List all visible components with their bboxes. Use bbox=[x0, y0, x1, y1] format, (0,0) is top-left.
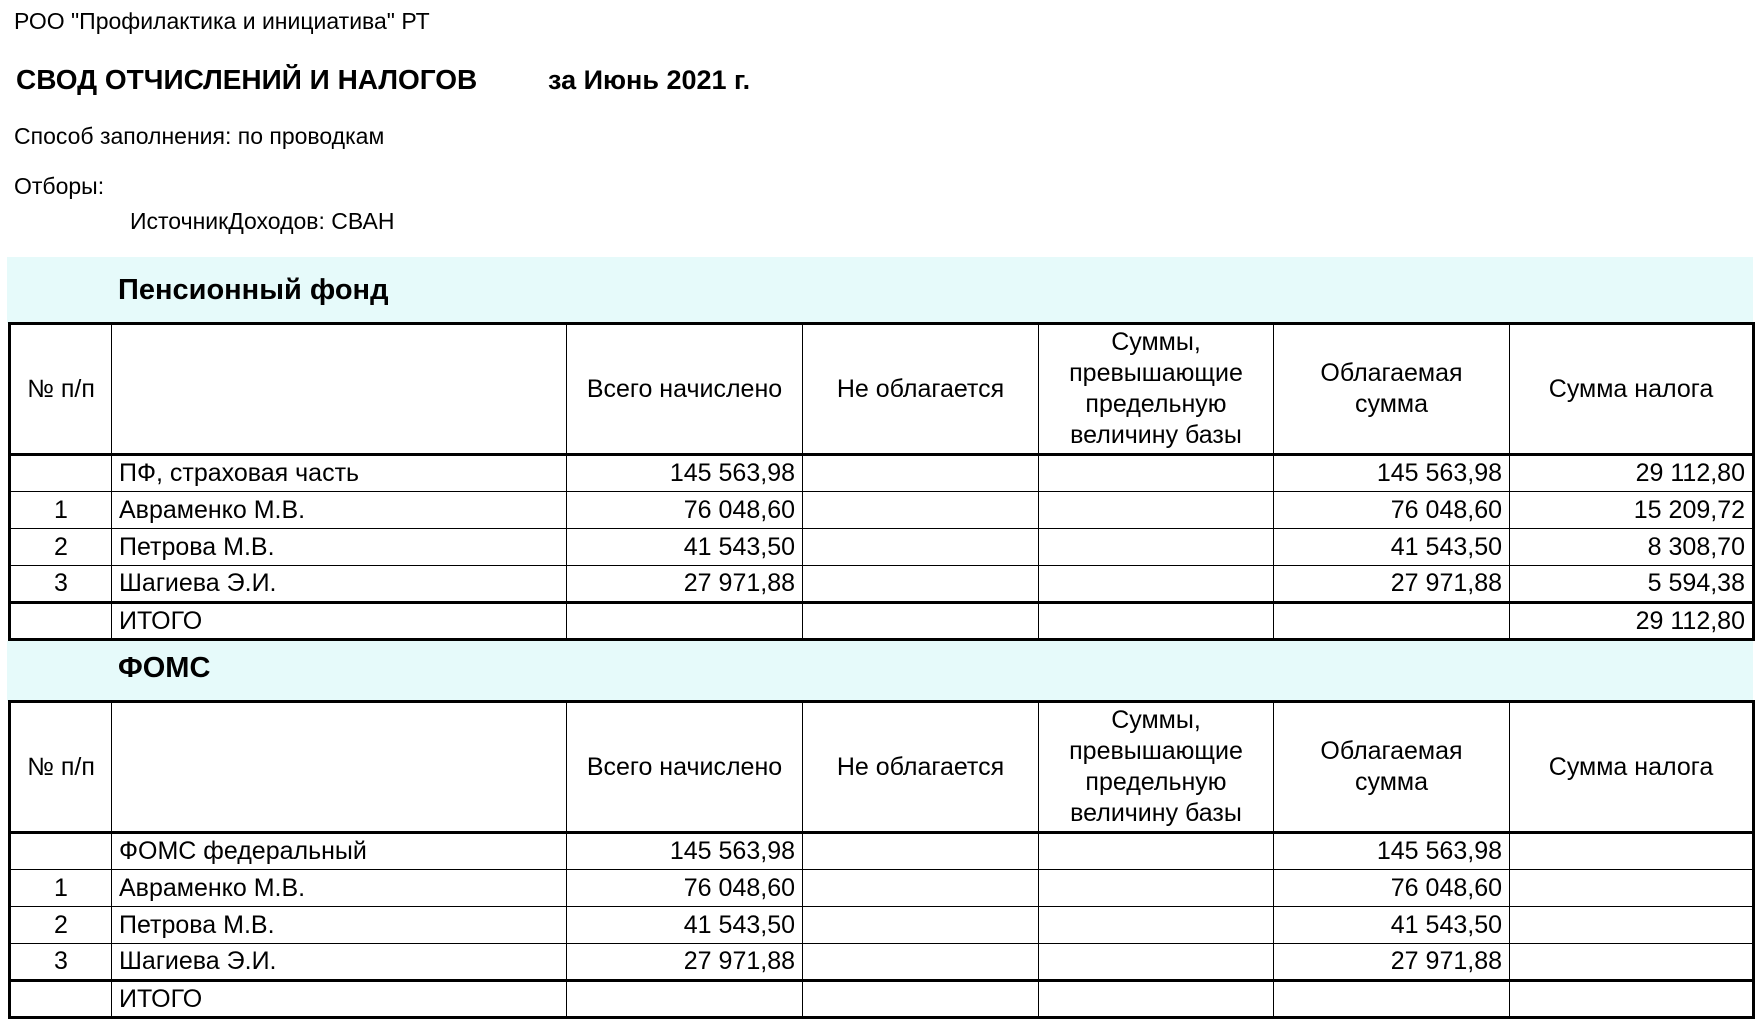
cell-total: 145 563,98 bbox=[567, 455, 803, 492]
col-header-total: Всего начислено bbox=[567, 702, 803, 833]
cell-tax bbox=[1510, 907, 1754, 944]
group-row bbox=[10, 455, 1754, 492]
cell-taxable: 41 543,50 bbox=[1274, 907, 1510, 944]
total-label: ИТОГО bbox=[112, 603, 567, 640]
cell-tax-total bbox=[1510, 981, 1754, 1018]
group-name: ФОМС федеральный bbox=[112, 833, 567, 870]
cell-tax: 15 209,72 bbox=[1510, 492, 1754, 529]
col-header-tax: Сумма налога bbox=[1510, 702, 1754, 833]
cell-employee-name: Шагиева Э.И. bbox=[112, 944, 567, 981]
cell-exempt bbox=[803, 944, 1039, 981]
filters-label: Отборы: bbox=[14, 173, 105, 199]
col-header-number: № п/п bbox=[10, 324, 112, 455]
group-row bbox=[10, 833, 1754, 870]
report-title-main: СВОД ОТЧИСЛЕНИЙ И НАЛОГОВ bbox=[16, 64, 478, 95]
cell-taxable: 27 971,88 bbox=[1274, 944, 1510, 981]
cell-index: 1 bbox=[10, 870, 112, 907]
cell-exempt bbox=[803, 492, 1039, 529]
cell-total bbox=[567, 981, 803, 1018]
table-row bbox=[10, 492, 1754, 529]
cell-tax bbox=[1510, 833, 1754, 870]
cell-over-limit bbox=[1039, 833, 1274, 870]
cell-over-limit bbox=[1039, 870, 1274, 907]
organization-name: РОО "Профилактика и инициатива" РТ bbox=[14, 8, 430, 34]
cell-total: 76 048,60 bbox=[567, 492, 803, 529]
cell-over-limit bbox=[1039, 529, 1274, 566]
cell-over-limit bbox=[1039, 944, 1274, 981]
section-band-foms bbox=[7, 641, 1753, 701]
cell-taxable bbox=[1274, 981, 1510, 1018]
table-row bbox=[10, 529, 1754, 566]
table-row bbox=[10, 944, 1754, 981]
cell-exempt bbox=[803, 907, 1039, 944]
table-header-row bbox=[10, 702, 1754, 833]
cell-tax bbox=[1510, 944, 1754, 981]
cell-over-limit bbox=[1039, 566, 1274, 603]
cell-employee-name: Петрова М.В. bbox=[112, 907, 567, 944]
cell-index bbox=[10, 981, 112, 1018]
cell-taxable: 41 543,50 bbox=[1274, 529, 1510, 566]
col-header-taxable: Облагаемая сумма bbox=[1274, 324, 1510, 455]
cell-index bbox=[10, 455, 112, 492]
cell-tax: 8 308,70 bbox=[1510, 529, 1754, 566]
cell-over-limit bbox=[1039, 455, 1274, 492]
cell-taxable: 76 048,60 bbox=[1274, 492, 1510, 529]
table-header-row bbox=[10, 324, 1754, 455]
total-row bbox=[10, 603, 1754, 640]
filter-income-source: ИсточникДоходов: СВАН bbox=[130, 208, 395, 234]
cell-tax: 29 112,80 bbox=[1510, 455, 1754, 492]
report-period: за Июнь 2021 г. bbox=[548, 65, 751, 95]
table-row bbox=[10, 566, 1754, 603]
cell-exempt bbox=[803, 529, 1039, 566]
group-name: ПФ, страховая часть bbox=[112, 455, 567, 492]
cell-exempt bbox=[803, 566, 1039, 603]
cell-employee-name: Авраменко М.В. bbox=[112, 870, 567, 907]
col-header-over-limit: Суммы, превышающие предельную величину базы bbox=[1039, 324, 1274, 455]
cell-taxable: 76 048,60 bbox=[1274, 870, 1510, 907]
table-row bbox=[10, 870, 1754, 907]
cell-exempt bbox=[803, 455, 1039, 492]
section-title-foms: ФОМС bbox=[118, 652, 211, 684]
col-header-over-limit: Суммы, превышающие предельную величину базы bbox=[1039, 702, 1274, 833]
cell-employee-name: Шагиева Э.И. bbox=[112, 566, 567, 603]
cell-total: 76 048,60 bbox=[567, 870, 803, 907]
report-title bbox=[16, 64, 750, 96]
cell-taxable: 27 971,88 bbox=[1274, 566, 1510, 603]
total-row bbox=[10, 981, 1754, 1018]
total-label: ИТОГО bbox=[112, 981, 567, 1018]
col-header-number: № п/п bbox=[10, 702, 112, 833]
cell-over-limit bbox=[1039, 981, 1274, 1018]
cell-index: 3 bbox=[10, 566, 112, 603]
cell-tax bbox=[1510, 870, 1754, 907]
col-header-taxable: Облагаемая сумма bbox=[1274, 702, 1510, 833]
cell-exempt bbox=[803, 870, 1039, 907]
cell-employee-name: Петрова М.В. bbox=[112, 529, 567, 566]
cell-index: 1 bbox=[10, 492, 112, 529]
cell-taxable bbox=[1274, 603, 1510, 640]
fill-method: Способ заполнения: по проводкам bbox=[14, 123, 385, 149]
cell-total bbox=[567, 603, 803, 640]
col-header-total: Всего начислено bbox=[567, 324, 803, 455]
cell-total: 145 563,98 bbox=[567, 833, 803, 870]
cell-total: 41 543,50 bbox=[567, 529, 803, 566]
cell-exempt bbox=[803, 603, 1039, 640]
cell-exempt bbox=[803, 981, 1039, 1018]
cell-taxable: 145 563,98 bbox=[1274, 455, 1510, 492]
table-row bbox=[10, 907, 1754, 944]
cell-tax-total: 29 112,80 bbox=[1510, 603, 1754, 640]
col-header-exempt: Не облагается bbox=[803, 702, 1039, 833]
col-header-exempt: Не облагается bbox=[803, 324, 1039, 455]
cell-total: 27 971,88 bbox=[567, 944, 803, 981]
col-header-name bbox=[112, 324, 567, 455]
col-header-name bbox=[112, 702, 567, 833]
col-header-tax: Сумма налога bbox=[1510, 324, 1754, 455]
cell-over-limit bbox=[1039, 492, 1274, 529]
foms-table bbox=[8, 700, 1755, 1019]
cell-over-limit bbox=[1039, 603, 1274, 640]
cell-exempt bbox=[803, 833, 1039, 870]
pension-fund-table bbox=[8, 322, 1755, 641]
cell-tax: 5 594,38 bbox=[1510, 566, 1754, 603]
cell-index bbox=[10, 833, 112, 870]
cell-index: 3 bbox=[10, 944, 112, 981]
cell-index bbox=[10, 603, 112, 640]
cell-taxable: 145 563,98 bbox=[1274, 833, 1510, 870]
section-title-pension: Пенсионный фонд bbox=[118, 274, 389, 306]
cell-employee-name: Авраменко М.В. bbox=[112, 492, 567, 529]
cell-index: 2 bbox=[10, 529, 112, 566]
cell-total: 27 971,88 bbox=[567, 566, 803, 603]
cell-total: 41 543,50 bbox=[567, 907, 803, 944]
cell-index: 2 bbox=[10, 907, 112, 944]
cell-over-limit bbox=[1039, 907, 1274, 944]
